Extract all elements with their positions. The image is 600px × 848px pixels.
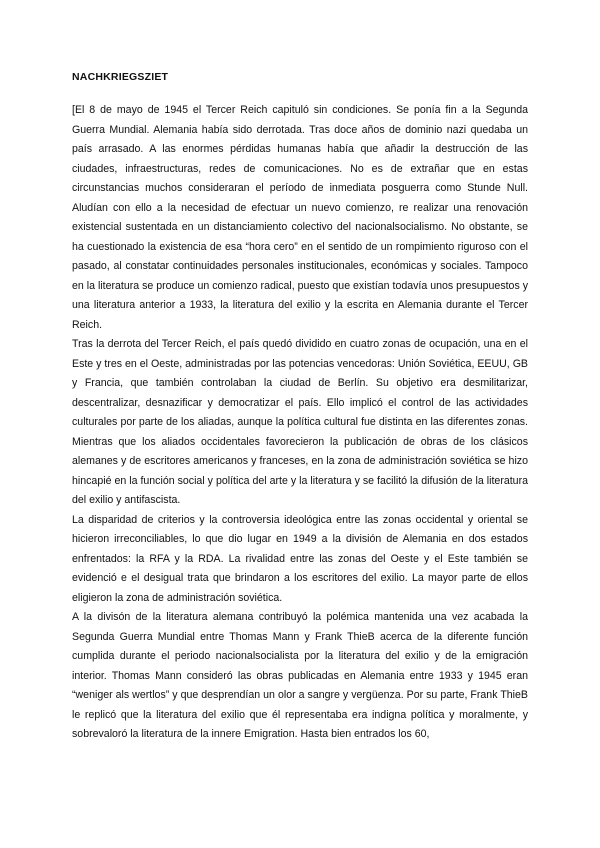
paragraph: Tras la derrota del Tercer Reich, el país quedó dividido en cuatro zonas de ocupación, una en el Este y tres en el Oeste, administradas por las potencias vencedoras: Unión Soviética, EEUU, GB y Francia, que también controlaban la ciudad de Berlín. Su objetivo era desmilitarizar, descentralizar, desnazificar y democratizar el país. Ello implicó el control de las actividades culturales por parte de los aliadas, aunque la política cultural fue distinta en las diferentes zonas. Mientras que los aliados occidentales favorecieron la publicación de obras de los clásicos alemanes y de escritores americanos y franceses, en la zona de administración soviética se hizo hincapié en la función social y política del arte y la literatura y se facilitó la difusión de la literatura del exilio y antifascista.: [72, 338, 528, 506]
paragraph: A la divisón de la literatura alemana contribuyó la polémica mantenida una vez acabada la Segunda Guerra Mundial entre Thomas Mann y Frank ThieB acerca de la diferente función cumplida durante el periodo nacionalsocialista por la literatura del exilio y de la emigración interior. Thomas Mann consideró las obras publicadas en Alemania entre 1933 y 1945 eran “weniger als wertlos” y que desprendían un olor a sangre y vergüenza. Por su parte, Frank ThieB le replicó que la literatura del exilio que él representaba era indigna política y moralmente, y sobrevaloró la literatura de la innere Emigration. Hasta bien entrados los 60,: [72, 611, 528, 740]
paragraph: La disparidad de criterios y la controversia ideológica entre las zonas occidental y oriental se hicieron irreconciliables, lo que dio lugar en 1949 a la división de Alemania en dos estados enfrentados: la RFA y la RDA. La rivalidad entre las zonas del Oeste y el Este también se evidenció e el desigual trata que brindaron a los escritores del exilio. La mayor parte de ellos eligieron la zona de administración soviética.: [72, 513, 528, 604]
document-body: [72, 101, 528, 745]
paragraph: [El 8 de mayo de 1945 el Tercer Reich capituló sin condiciones. Se ponía fin a la Segunda Guerra Mundial. Alemania había sido derrotada. Tras doce años de dominio nazi quedaba un país arrasado. A las enormes pérdidas humanas había que añadir la destrucción de las ciudades, infraestructuras, redes de comunicaciones. No es de extrañar que en estas circunstancias muchos consideraran el período de inmediata posguerra como Stunde Null. Aludían con ello a la necesidad de efectuar un nuevo comienzo, re realizar una renovación existencial sustentada en un distanciamiento colectivo del nacionalsocialismo. No obstante, se ha cuestionado la existencia de esa “hora cero” en el sentido de un rompimiento riguroso con el pasado, al constatar continuidades personales institucionales, económicas y sociales. Tampoco en la literatura se produce un comienzo radical, puesto que existían todavía unos presupuestos y una literatura anterior a 1933, la literatura del exilio y la escrita en Alemania durante el Tercer Reich.: [72, 104, 528, 331]
page-title: NACHKRIEGSZIET: [72, 71, 169, 83]
